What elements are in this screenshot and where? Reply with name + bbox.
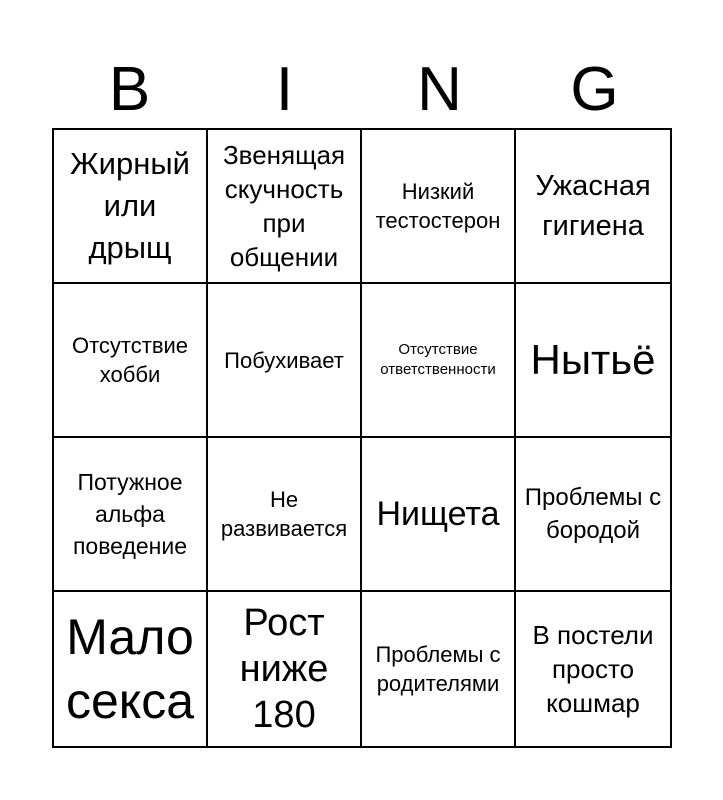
- bingo-cell[interactable]: [362, 130, 516, 284]
- cell-text: Мало секса: [65, 609, 195, 729]
- bingo-cell[interactable]: [54, 284, 208, 438]
- bingo-cell[interactable]: [516, 284, 670, 438]
- bingo-cell[interactable]: [516, 438, 670, 592]
- bingo-cell[interactable]: [362, 284, 516, 438]
- cell-text: Не развивается: [220, 487, 348, 541]
- cell-text: Жирный или дрыщ: [70, 146, 190, 265]
- bingo-cell[interactable]: [208, 438, 362, 592]
- cell-text: Проблемы с родителями: [375, 642, 501, 696]
- cell-text: Потужное альфа поведение: [72, 469, 188, 559]
- bingo-cell[interactable]: [54, 438, 208, 592]
- header-letter-g: G: [570, 55, 619, 124]
- bingo-cell[interactable]: [208, 130, 362, 284]
- bingo-cell[interactable]: [54, 130, 208, 284]
- cell-text: Нытьё: [530, 336, 656, 383]
- cell-text: Побухивает: [224, 347, 344, 373]
- cell-text: Низкий тестостерон: [375, 179, 501, 233]
- cell-text: Отсутствие хобби: [71, 333, 189, 387]
- bingo-cell[interactable]: [208, 284, 362, 438]
- cell-text: Проблемы с бородой: [524, 484, 662, 544]
- bingo-cell[interactable]: [362, 592, 516, 746]
- bingo-header: [52, 52, 672, 128]
- cell-text: Ужасная гигиена: [535, 170, 651, 242]
- cell-text: Отсутствие ответственности: [380, 341, 496, 378]
- bingo-cell[interactable]: [362, 438, 516, 592]
- bingo-cell[interactable]: [516, 592, 670, 746]
- cell-text: В постели просто кошмар: [532, 620, 654, 718]
- header-letter-b: B: [108, 55, 151, 124]
- header-letter-n: N: [417, 55, 462, 124]
- bingo-cell[interactable]: [208, 592, 362, 746]
- cell-text: Рост ниже 180: [239, 602, 329, 736]
- bingo-cell[interactable]: [516, 130, 670, 284]
- bingo-board: [52, 128, 672, 748]
- header-letter-i: I: [275, 55, 294, 124]
- bingo-cell[interactable]: [54, 592, 208, 746]
- cell-text: Звенящая скучность при общении: [222, 140, 346, 272]
- cell-text: Нищета: [376, 495, 500, 533]
